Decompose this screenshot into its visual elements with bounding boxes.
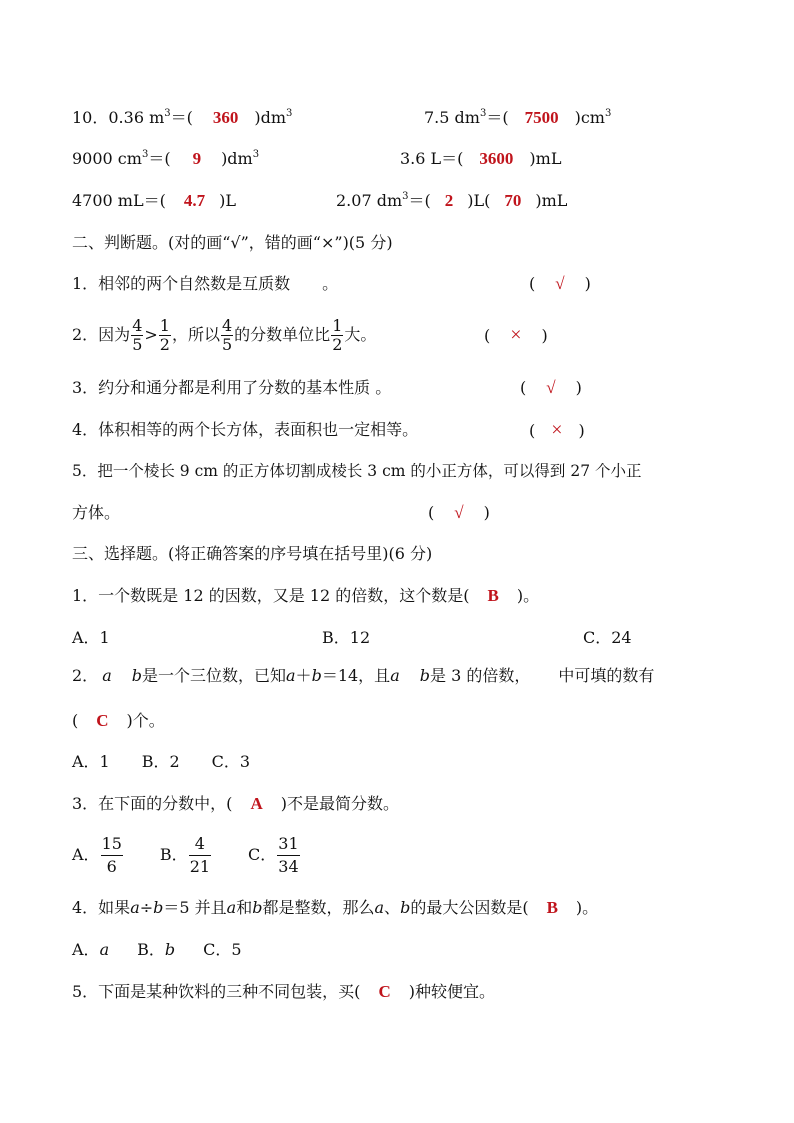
judge-q1: 1．相邻的两个自然数是互质数 。: [72, 274, 339, 293]
judge-q2: 2．因为 $\frac{4}{5}$ > $\frac{1}{2}$ ，所以 $\frac{4}{5}$ 的分数单位比 $\frac{1}{2}$ 大。: [72, 316, 377, 354]
section-title-judgement: 二、判断题。(对的画“√”，错的画“×”)(5 分): [72, 233, 393, 252]
judge-q5: 5．把一个棱长 9 cm 的正方体切割成棱长 3 cm 的小正方体，可以得到 27 个小正: [72, 462, 642, 480]
fraction: $\frac{1}{2}$: [332, 316, 343, 354]
answer: 3600: [479, 149, 514, 168]
answer: 70: [504, 191, 522, 210]
conv-row2-right: 3.6 L＝( 3600 )mL: [400, 149, 562, 168]
choice-q2-options: A．1 B．2 C．3: [72, 752, 251, 771]
fraction: $\frac{15}{6}$: [101, 834, 122, 876]
answer-check: √: [555, 274, 565, 293]
choice-q1-option-c: C．24: [583, 628, 632, 647]
choice-q1-option-b: B．12: [322, 628, 371, 647]
fraction: $\frac{4}{21}$: [189, 834, 211, 876]
judge-q4-answer: ( × ): [529, 419, 585, 441]
answer: C: [96, 711, 109, 730]
answer: 7500: [524, 108, 559, 127]
answer: 360: [212, 108, 239, 127]
choice-q2-cont: ( C )个。: [72, 711, 165, 730]
choice-q4: 4．如果a÷b＝5 并且a和b都是整数，那么a、b的最大公因数是( B )。: [72, 898, 599, 917]
answer: 4.7: [183, 191, 206, 210]
choice-q3-options: A． $\frac{15}{6}$ B． $\frac{4}{21}$ C． $\frac{31}{34}$: [72, 834, 299, 876]
judge-q5-cont: 方体。: [72, 503, 121, 522]
answer: B: [487, 586, 499, 605]
answer: B: [546, 898, 558, 917]
conv-row3-right: 2.07 $dm^3=$( 2 )L( 70 )mL: [336, 191, 568, 210]
judge-q3-answer: ( √ ): [520, 378, 582, 397]
choice-q3: 3．在下面的分数中，( A )不是最简分数。: [72, 794, 399, 813]
conv-row1-left: 10．0.36 $m^3=$( 360 )$dm^3$: [72, 108, 293, 127]
judge-q2-answer: ( × ): [484, 324, 548, 346]
answer-check: √: [454, 503, 464, 522]
answer: A: [250, 794, 263, 813]
section-title-choice: 三、选择题。(将正确答案的序号填在括号里)(6 分): [72, 544, 433, 563]
choice-q5: 5．下面是某种饮料的三种不同包装，买( C )种较便宜。: [72, 982, 495, 1001]
answer-cross: ×: [510, 324, 522, 346]
choice-q2: 2． a b是一个三位数，已知a＋b＝14，且a b是 3 的倍数， 中可填的数有: [72, 666, 655, 685]
answer: C: [378, 982, 391, 1001]
answer-cross: ×: [551, 419, 563, 441]
choice-q1-option-a: A．1: [72, 628, 110, 647]
judge-q3: 3．约分和通分都是利用了分数的基本性质 。: [72, 378, 392, 397]
judge-q1-answer: ( √ ): [529, 274, 591, 293]
fraction: $\frac{31}{34}$: [278, 834, 299, 876]
fraction: $\frac{4}{5}$: [221, 316, 233, 354]
choice-q4-options: A．a B．b C．5: [72, 940, 242, 959]
question-number: 10．: [72, 108, 109, 127]
choice-q1: 1．一个数既是 12 的因数，又是 12 的倍数，这个数是( B )。: [72, 586, 540, 605]
answer: 2: [444, 191, 454, 210]
fraction: $\frac{4}{5}$: [132, 316, 143, 354]
judge-q4: 4．体积相等的两个长方体，表面积也一定相等。: [72, 420, 419, 439]
conv-row1-right: 7.5 $dm^3=$( 7500 )$cm^3$: [424, 108, 612, 127]
answer: 9: [192, 149, 202, 168]
conv-row2-left: 9000 $cm^3=$( 9 )$dm^3$: [72, 149, 260, 168]
judge-q5-answer: ( √ ): [428, 503, 490, 522]
conv-row3-left: 4700 mL＝( 4.7 )L: [72, 191, 236, 210]
answer-check: √: [546, 378, 556, 397]
fraction: $\frac{1}{2}$: [159, 316, 170, 354]
